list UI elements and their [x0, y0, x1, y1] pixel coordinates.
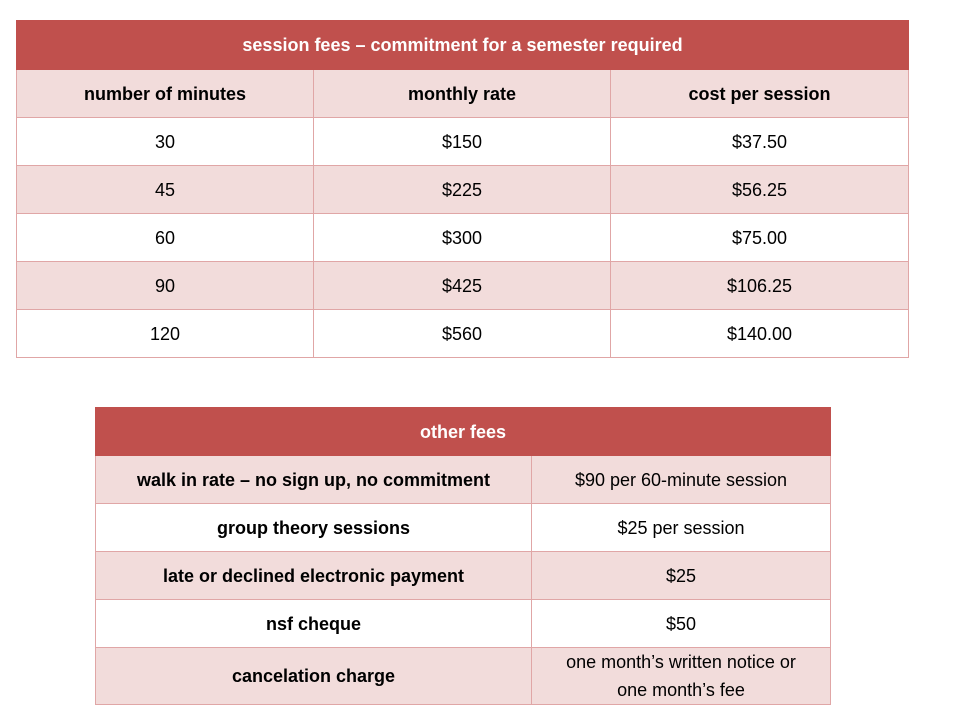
fee-value-cell: $25 — [532, 552, 831, 600]
fee-value-cell: $25 per session — [532, 504, 831, 552]
minutes-cell: 45 — [17, 166, 314, 214]
table-row — [96, 600, 831, 648]
table-row — [17, 310, 909, 358]
fee-value-cell — [532, 648, 831, 705]
table-row — [17, 214, 909, 262]
minutes-cell: 120 — [17, 310, 314, 358]
minutes-cell: 30 — [17, 118, 314, 166]
cost-per-session-cell: $106.25 — [611, 262, 909, 310]
monthly-rate-cell: $150 — [314, 118, 611, 166]
table-row — [96, 456, 831, 504]
table-row — [17, 166, 909, 214]
monthly-rate-cell: $560 — [314, 310, 611, 358]
table-row — [17, 118, 909, 166]
cost-per-session-cell: $56.25 — [611, 166, 909, 214]
fee-label-cell: group theory sessions — [96, 504, 532, 552]
monthly-rate-cell: $425 — [314, 262, 611, 310]
fee-value-cell: $90 per 60-minute session — [532, 456, 831, 504]
minutes-cell: 90 — [17, 262, 314, 310]
fee-label-cell: nsf cheque — [96, 600, 532, 648]
fee-value-line: one month’s fee — [617, 680, 745, 700]
fee-value-cell: $50 — [532, 600, 831, 648]
fee-value-line: one month’s written notice or — [566, 652, 796, 672]
session-fees-table — [16, 20, 909, 358]
other-fees-title: other fees — [96, 408, 831, 456]
cost-per-session-cell: $140.00 — [611, 310, 909, 358]
column-header-cost-per-session: cost per session — [611, 70, 909, 118]
table-row — [96, 504, 831, 552]
column-header-minutes: number of minutes — [17, 70, 314, 118]
column-header-monthly-rate: monthly rate — [314, 70, 611, 118]
fee-label-cell: walk in rate – no sign up, no commitment — [96, 456, 532, 504]
table-row — [96, 552, 831, 600]
minutes-cell: 60 — [17, 214, 314, 262]
cost-per-session-cell: $75.00 — [611, 214, 909, 262]
table-row — [17, 262, 909, 310]
fee-label-cell: cancelation charge — [96, 648, 532, 705]
cost-per-session-cell: $37.50 — [611, 118, 909, 166]
other-fees-table — [95, 407, 831, 705]
monthly-rate-cell: $225 — [314, 166, 611, 214]
session-fees-title: session fees – commitment for a semester required — [17, 21, 909, 70]
table-row — [96, 648, 831, 705]
monthly-rate-cell: $300 — [314, 214, 611, 262]
table-header-row — [17, 70, 909, 118]
fee-label-cell: late or declined electronic payment — [96, 552, 532, 600]
